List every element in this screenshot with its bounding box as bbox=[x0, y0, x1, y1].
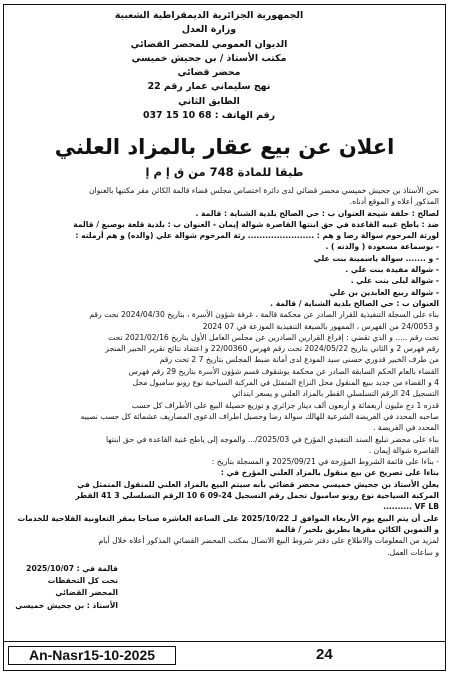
notice-page bbox=[3, 4, 446, 671]
body-line: رقم فهرس 2 و الثاني بتاريخ 2024/05/22 تحت رقم فهرس 22/00360 و اعتماد نتائج تقرير الخبير المنجز bbox=[105, 344, 439, 354]
body-line: لصالح : حلفة شيحة العنوان ب : حي الصالح بلدية الشناية : قالمة . bbox=[195, 208, 439, 218]
body-line: - و ....... سوالة ياسمينة بنت علي bbox=[313, 253, 439, 263]
newspaper-date: An-Nasr15-10-2025 bbox=[8, 646, 176, 665]
signature-date: قالمة في : 2025/10/07 bbox=[26, 564, 118, 573]
header-phone: رقم الهاتف : 68 10 15 037 bbox=[142, 110, 276, 122]
signature-block bbox=[15, 563, 118, 612]
body-line: تحت رقم ..... و الذي تقضي : إفراغ القرارين الصادرين عن مجلس العامل الأول بتاريخ 2021/02/16 تحت bbox=[108, 332, 439, 342]
body-line: بناءا على تصريح عن بيع منقول بالمزاد العلني المؤرخ في : bbox=[220, 468, 439, 478]
body-line: القضاء بالعام الحكم السابقة الصادر عن محكمة يوشقوف قسم شؤون الأسرة بتاريخ 29 رقم فهرس bbox=[128, 366, 439, 376]
body-line: بناء على محضر تبليغ السند التنفيذي المؤرخ في 2025/03/... والموجه إلى ياطح غنية القاعدة في حق ابنتها bbox=[105, 434, 439, 444]
body-line: - بناءا على قائمة الشروط المؤرخة في 2025/09/21 و المسجلة بتاريخ : bbox=[211, 457, 439, 467]
page-number: 24 bbox=[316, 646, 333, 663]
page-footer bbox=[4, 641, 445, 670]
body-line: و ساعات العمل. bbox=[387, 547, 439, 557]
header-line: محضر قضائي bbox=[177, 67, 241, 79]
body-line: و التموين الكائن مقرها بطريق بلخير / قالمة bbox=[275, 524, 439, 534]
body-line: لورثة المرحوم سوالة رضا و هم : ....................... رثة المرحوم شوالة علي (والده) و هم أرملته : bbox=[75, 231, 439, 241]
signature-line: تحت كل التحفظات bbox=[47, 576, 118, 586]
body-line: لمزيد من المعلومات والاطلاع على دفتر شروط البيع الاتصال بمكتب المحضر القضائي المذكور أعلاه خلال أيام bbox=[98, 536, 439, 546]
signature-line: المحضر القضائي bbox=[55, 588, 118, 598]
body-line: - شوالة ربيع العابدين بن علي bbox=[329, 287, 439, 297]
body-line: 4 و القضاء من جديد ببيع المنقول محل النزاع المتمثل في المركبة السياحية نوع رونو سامبول محل bbox=[132, 378, 439, 388]
body-line: VF LB .......... bbox=[383, 502, 439, 512]
body-line: المحدد في الفريضة . bbox=[373, 423, 439, 433]
body-line: نحن الأستاذ بن جحيش خميسي محضر قضائي لدى دائرة اختصاص مجلس قضاء قالمة الكائن مقر مكتبها بالعنوان bbox=[89, 186, 439, 195]
body-line: و 24/0053 من الفهرس ، الممهور بالصيغة التنفيذية الموزعة في 07 2024 bbox=[202, 321, 439, 331]
notice-title: اعلان عن بيع عقار بالمزاد العلني bbox=[54, 135, 395, 159]
body-line: صاحبه المحدد في الفريضة الشرعية للهالك سوالة رضا وحصيل اطراف الدعوى المصاريف عشمائة كل حسب نصيبه bbox=[80, 411, 439, 421]
header-line: نهج سليماني عمار رقم 22 bbox=[147, 81, 271, 93]
body-line: القاصرة شوالة إيمان . bbox=[368, 445, 439, 455]
body-line: يعلن الأستاذ بن جحيش خميسي محضر قضائي بأنه سيتم البيع بالمزاد العلني للمنقول المتمثل في bbox=[77, 479, 439, 489]
body-line: على أن يتم البيع يوم الأربعاء الموافق لـ 2025/10/22 على الساعة العاشرة صباحا بمقر التعاونية الفلاحية للخدمات bbox=[17, 513, 439, 523]
header-line: وزارة العدل bbox=[181, 24, 237, 36]
body-line: - شوالة ليلى بنت علي . bbox=[350, 276, 439, 286]
notice-subtitle: طبقا للمادة 748 من ق إ م إ bbox=[145, 165, 304, 179]
office-header bbox=[44, 9, 374, 123]
body-line: المذكور أعلاه و الموقع أدناه. bbox=[349, 197, 439, 207]
notice-body bbox=[12, 185, 439, 558]
header-line: مكتب الأستاذ / بن جحيش خميسي bbox=[131, 52, 287, 64]
body-line: - بوسماعة مسعودة ( والدته ) . bbox=[325, 242, 439, 252]
header-line: الطابق الثاني bbox=[178, 95, 240, 107]
body-line: العنوان ب : حي الصالح بلدية الشناية / قالمة . bbox=[270, 298, 439, 308]
body-line: المركبة السياحية نوع رونو سامبول تحمل رقم التسجيل 24-09 6 10 الرقم التسلسلي 3 41 القطر bbox=[75, 491, 439, 501]
body-line: - شوالة مفيدة بنت علي . bbox=[345, 265, 439, 275]
body-line: من طرف الخبير قدوري حسنى سيد المودع لدى أمانة ضبط المجلس بتاريخ 7 2 تحت رقم bbox=[159, 355, 439, 365]
body-line: التسجيل 24 الرقم التسلسلي القطر بالمزاد العلني و يسعر ابتدائي bbox=[232, 389, 439, 399]
header-line: الديوان العمومي للمحضر القضائي bbox=[130, 38, 288, 50]
body-line: قدره 1 دج مليون أربعمائة و أربعون ألف دينار جزائري و توزيع حصيلة البيع على الأطراف كل حسب bbox=[131, 400, 439, 410]
body-line: بناء على السجلة التنفيذية للقرار الصادر عن محكمة قالمة ، غرفة شؤون الأسرة ، بتاريخ 2024/04/30 تحت رقم bbox=[89, 310, 439, 320]
header-line: الجمهورية الجزائرية الديمقراطية الشعبية bbox=[114, 10, 304, 21]
body-line: ضد : ياطح غيبه القاعدة في حق ابنتها القاصرة شوالة إيمان - العنوان ب : بلدية قلعة بوصبع / قالمة bbox=[73, 219, 439, 229]
signature-name: الأستاذ : بن جحيش خميسي bbox=[15, 600, 118, 610]
